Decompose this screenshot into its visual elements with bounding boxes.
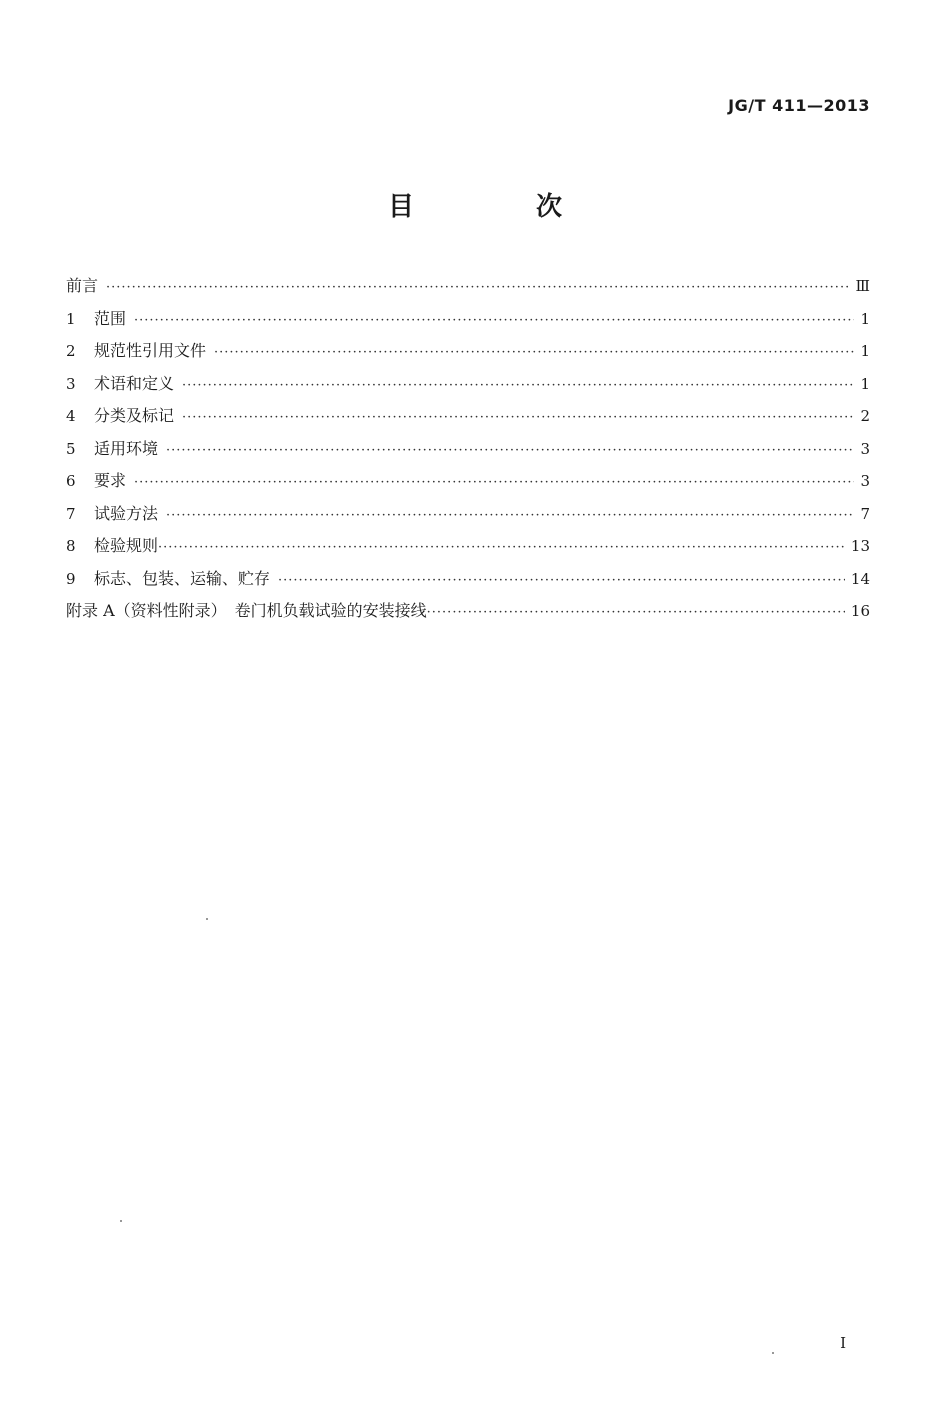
toc-entry-page: Ⅲ [855,277,870,295]
toc-entry-label: 规范性引用文件 [94,341,207,360]
toc-leader-dots [134,467,854,499]
toc-entry-label: 检验规则 [94,536,159,555]
toc-leader-dots [134,305,854,337]
toc-entry-8[interactable] [66,530,870,563]
toc-entry-6[interactable] [66,465,870,498]
toc-entry-label: 附录 A（资料性附录） 卷门机负载试验的安装接线 [66,601,427,620]
toc-leader-dots [166,435,854,467]
toc-entry-page: 2 [860,407,870,425]
toc-entry-number: 1 [66,309,76,328]
toc-entry-page: 14 [850,569,870,588]
toc-entry-page: 3 [860,439,870,458]
toc-entry-number: 6 [66,472,76,490]
toc-entry-number: 4 [66,407,76,425]
toc-entry-label: 前言 [66,276,99,295]
standard-number: JG/T 411—2013 [728,96,870,115]
toc-leader-dots [278,565,845,597]
toc-entry-4[interactable] [66,400,870,433]
toc-entry-page: 3 [860,472,870,490]
toc-leader-dots [166,500,854,532]
toc-entry-label: 试验方法 [94,503,159,523]
toc-entry-number: 9 [66,569,76,588]
toc-entry-page: 13 [850,537,870,555]
toc-entry-page: 1 [860,342,870,360]
page-number: I [840,1334,846,1352]
toc-entry-2[interactable] [66,335,870,368]
toc-leader-dots [158,532,845,564]
toc-title: 目 次 [387,192,610,222]
toc-entry-number: 7 [66,504,76,523]
toc-entry-9[interactable] [66,563,870,596]
toc-entry-page: 16 [850,602,870,620]
toc-leader-dots [182,370,854,402]
toc-entry-label: 术语和定义 [94,373,175,393]
toc-entry-label: 范围 [94,308,127,328]
toc-entry-number: 8 [66,537,76,555]
scan-speck [772,1352,774,1354]
scan-speck [120,1220,122,1222]
toc-entry-3[interactable] [66,368,870,401]
toc-entry-7[interactable] [66,498,870,531]
toc-entry-5[interactable] [66,433,870,466]
toc-leader-dots [182,402,854,434]
toc-entry-label: 标志、包装、运输、贮存 [94,568,271,588]
toc-leader-dots [214,337,854,369]
toc-entry-foreword[interactable] [66,270,870,303]
toc-leader-dots [427,597,845,629]
toc-leader-dots [106,272,850,304]
toc-entry-label: 适用环境 [94,438,159,458]
scan-speck [206,918,208,920]
toc-entry-label: 要求 [94,471,127,490]
toc-entry-page: 1 [860,309,870,328]
toc-entry-label: 分类及标记 [94,406,175,425]
toc-entry-page: 7 [860,504,870,523]
toc-entry-number: 2 [66,342,76,360]
toc-entry-number: 3 [66,374,76,393]
toc-entry-page: 1 [860,374,870,393]
toc-entry-appendix-a[interactable] [66,595,870,628]
toc-entry-number: 5 [66,439,76,458]
table-of-contents [66,270,870,628]
toc-entry-1[interactable] [66,303,870,336]
